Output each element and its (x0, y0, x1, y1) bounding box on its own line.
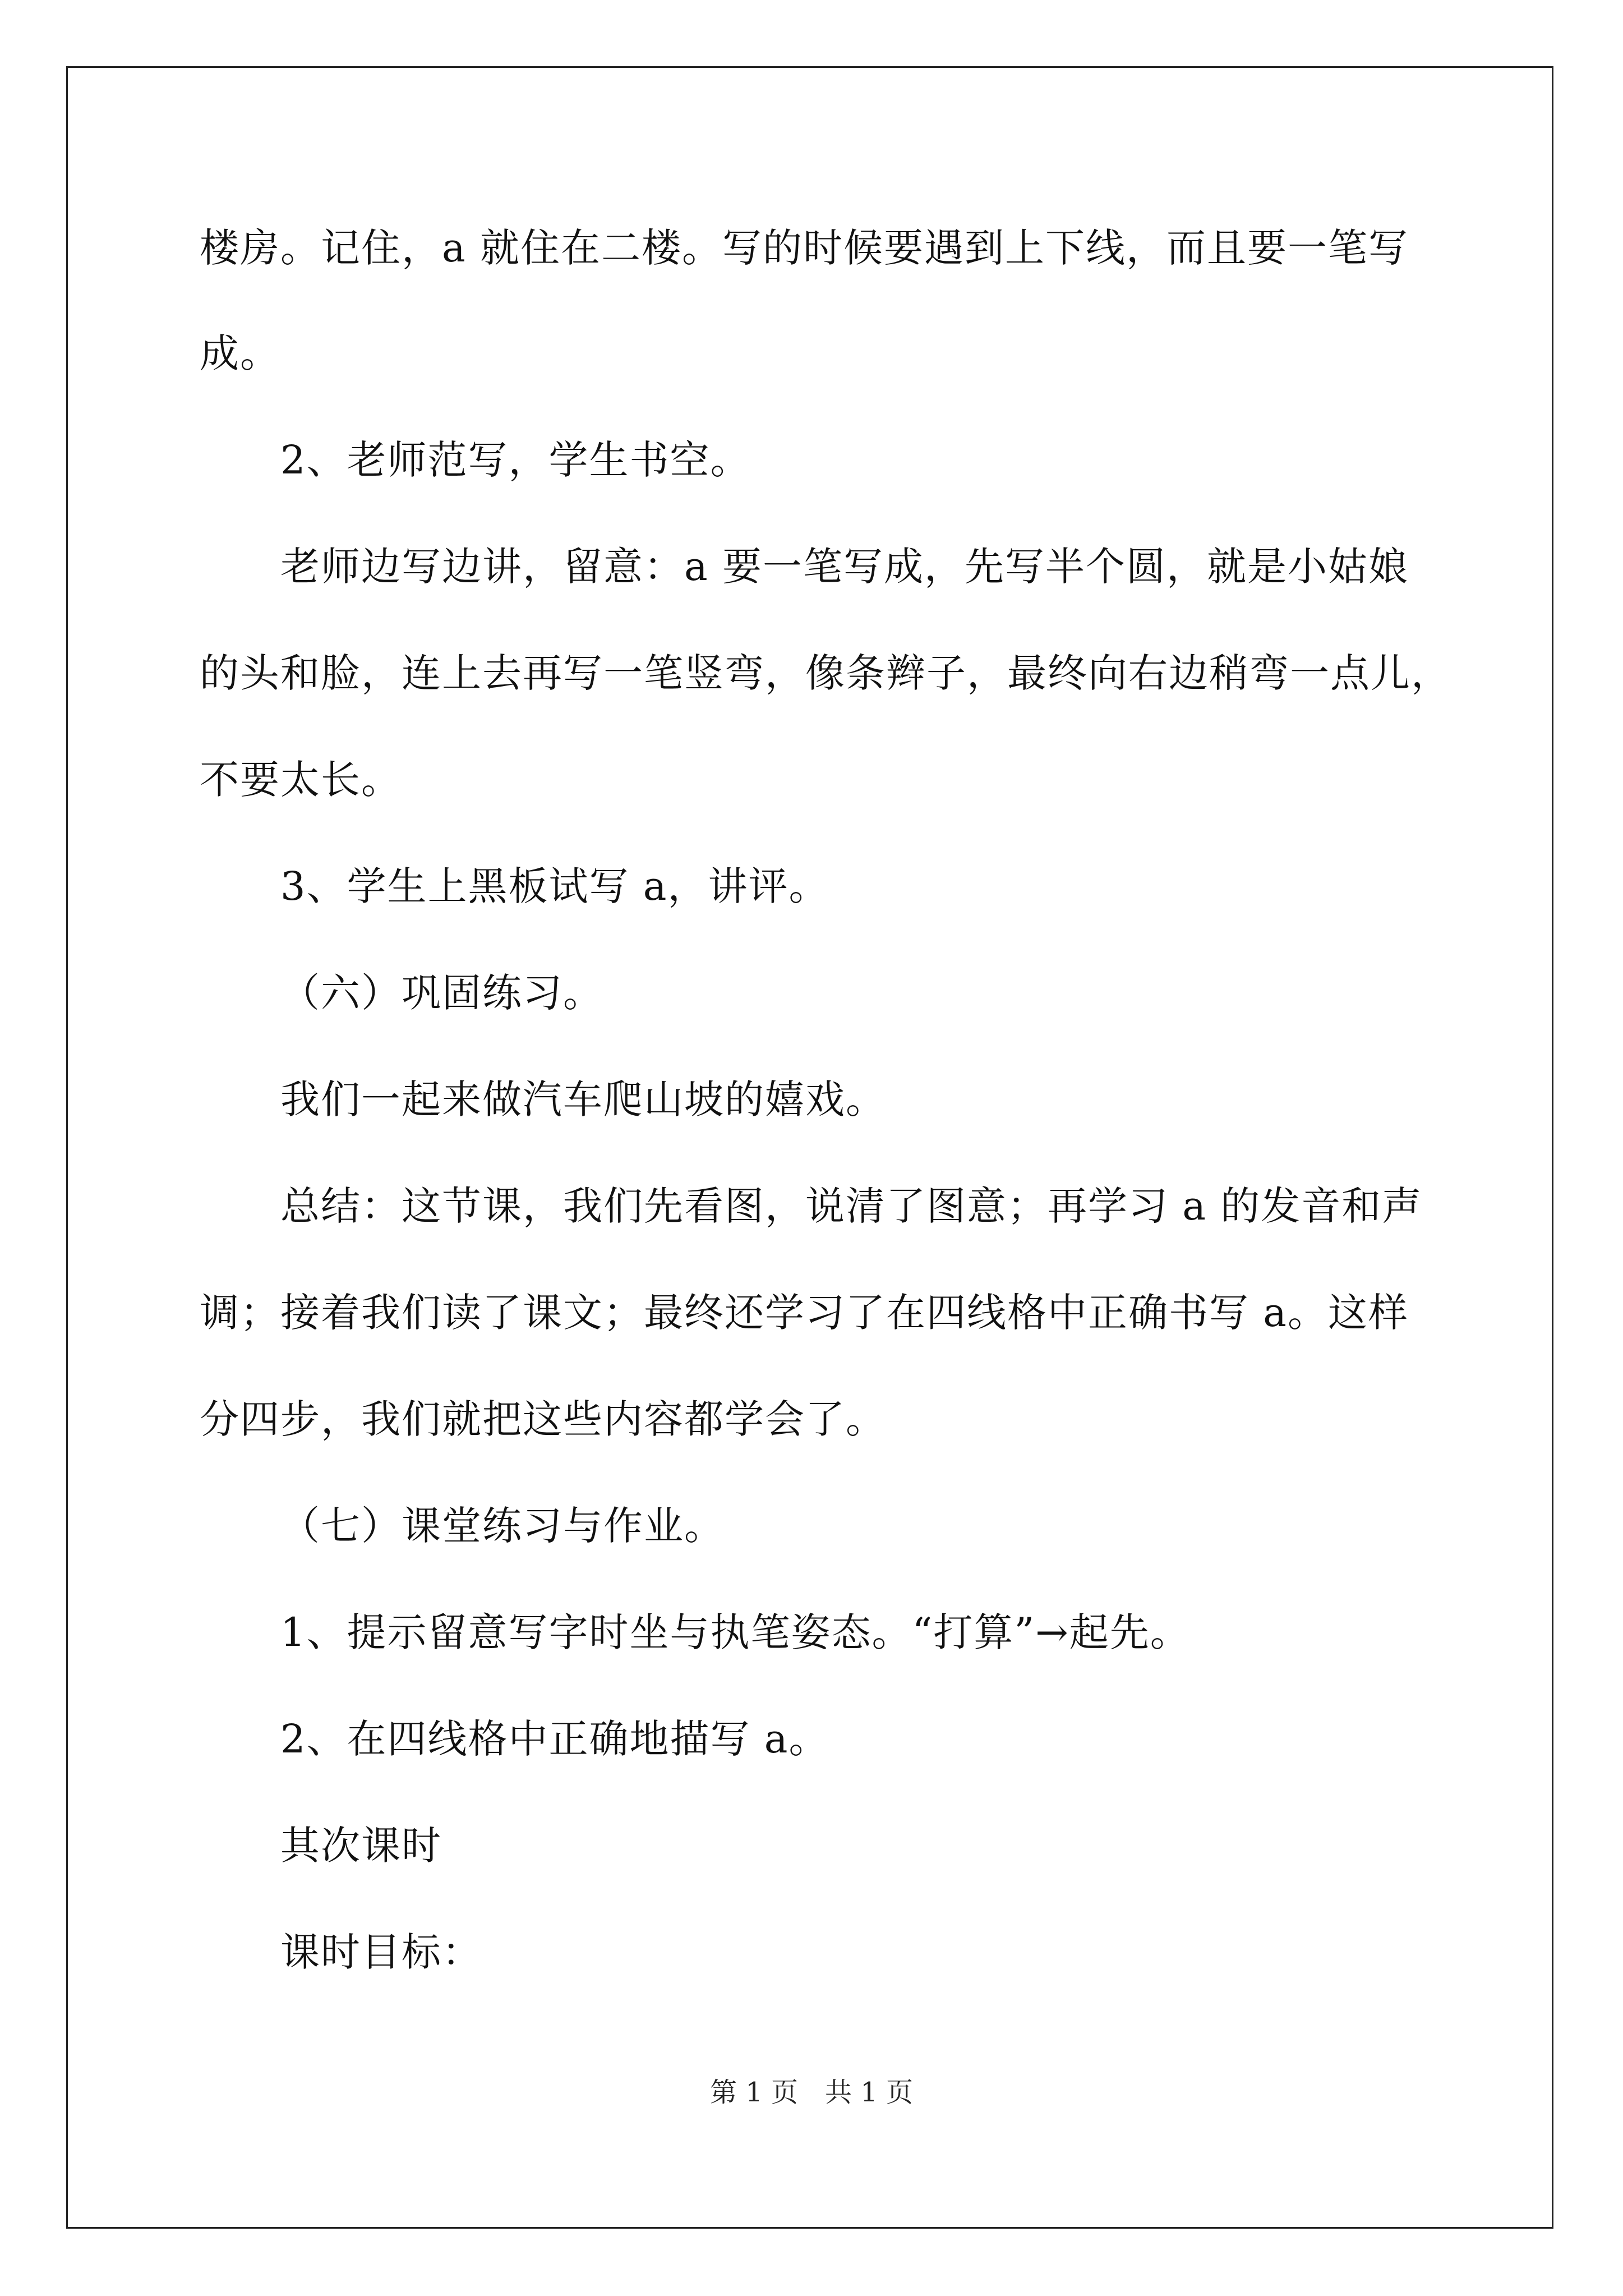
paragraph-line: 调；接着我们读了课文；最终还学习了在四线格中正确书写 a。这样 (200, 1290, 1409, 1336)
paragraph-line: 老师边写边讲，留意：a 要一笔写成，先写半个圆，就是小姑娘 (280, 544, 1409, 590)
paragraph-line: 课时目标： (280, 1929, 482, 1975)
paragraph-line: 的头和脸，连上去再写一笔竖弯，像条辫子，最终向右边稍弯一点儿， (200, 650, 1451, 696)
paragraph-line: 2、在四线格中正确地描写 a。 (280, 1716, 829, 1762)
paragraph-line: 楼房。记住，a 就住在二楼。写的时候要遇到上下线，而且要一笔写 (200, 225, 1409, 271)
section-heading: （六）巩固练习。 (280, 970, 603, 1016)
paragraph-line: 不要太长。 (200, 757, 402, 803)
paragraph-line: 分四步，我们就把这些内容都学会了。 (200, 1396, 886, 1442)
paragraph-line: 成。 (200, 330, 280, 376)
page-border (66, 66, 1553, 2229)
paragraph-line: 我们一起来做汽车爬山坡的嬉戏。 (280, 1076, 886, 1122)
paragraph-line: 总结：这节课，我们先看图，说清了图意；再学习 a 的发音和声 (280, 1183, 1423, 1229)
paragraph-line: 1、提示留意写字时坐与执笔姿态。“打算”→起先。 (280, 1609, 1191, 1655)
section-heading: （七）课堂练习与作业。 (280, 1503, 725, 1549)
paragraph-line: 3、学生上黑板试写 a，讲评。 (280, 863, 829, 909)
section-heading: 其次课时 (280, 1823, 442, 1869)
page-number-footer: 第 1 页 共 1 页 (709, 2077, 914, 2108)
paragraph-line: 2、老师范写，学生书空。 (280, 437, 751, 483)
